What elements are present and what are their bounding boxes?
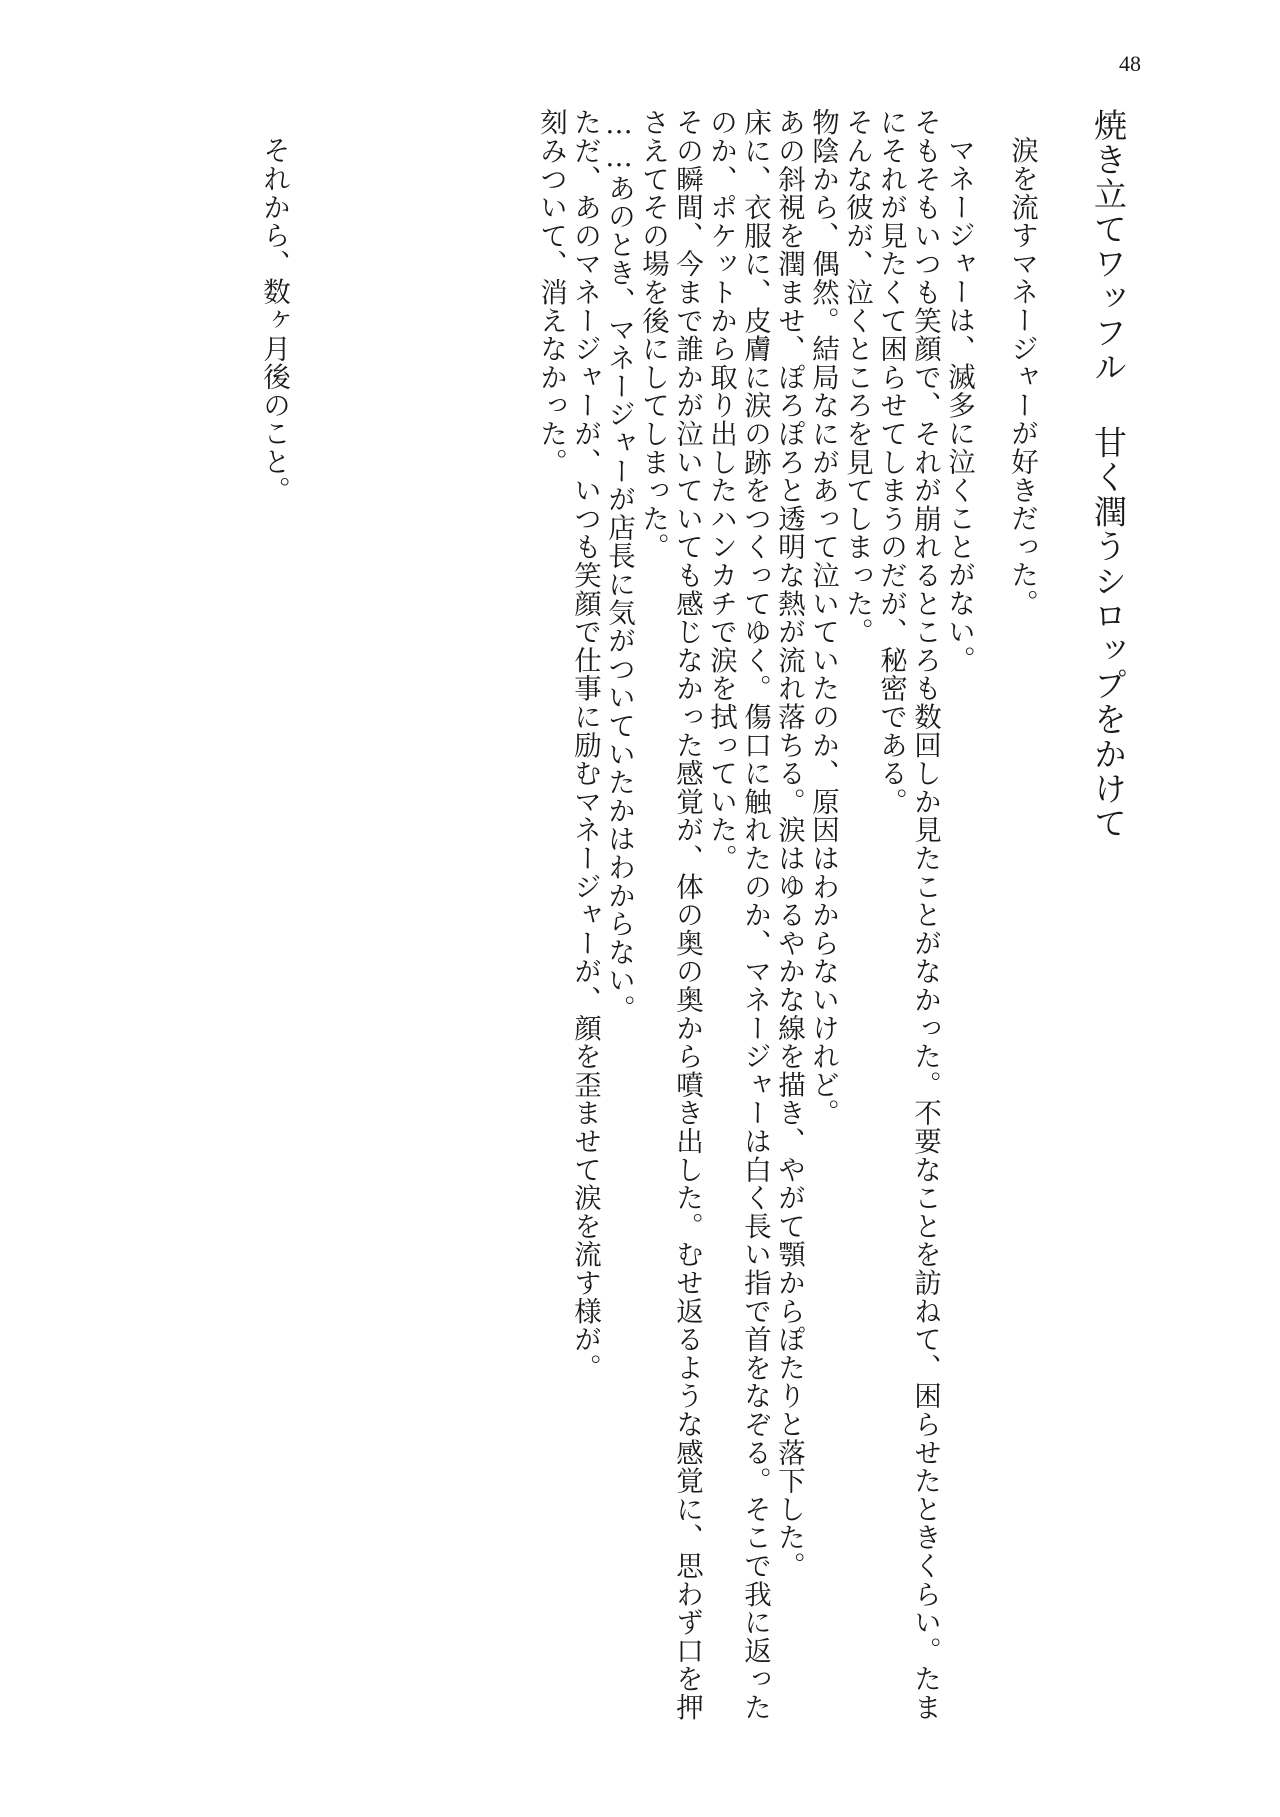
text-line: にそれが見たくて困らせてしまうのだが、秘密である。 <box>875 108 907 816</box>
chapter-title: 焼き立てワッフル 甘く潤うシロップをかけて <box>1089 108 1128 841</box>
text-line: ……あのとき、マネージャーが店長に気がついていたかはわからない。 <box>603 108 635 1023</box>
text-line: 床に、衣服に、皮膚に涙の跡をつくってゆく。傷口に触れたのか、マネージャーは白く長い指で首をなぞる。そこで我に返った <box>739 108 771 1722</box>
text-line: マネージャーは、滅多に泣くことがない。 <box>943 136 975 674</box>
text-line: のか、ポケットから取り出したハンカチで涙を拭っていた。 <box>705 108 737 873</box>
text-line: そんな彼が、泣くところを見てしまった。 <box>841 108 873 646</box>
text-line: それから、数ヶ月後のこと。 <box>258 136 290 504</box>
text-line: 刻みついて、消えなかった。 <box>535 108 567 476</box>
text-line: さえてその場を後にしてしまった。 <box>637 108 669 561</box>
text-line: あの斜視を潤ませ、ぽろぽろと透明な熱が流れ落ちる。涙はゆるやかな線を描き、やがて顎からぽたりと落下した。 <box>773 108 805 1580</box>
text-line: 物陰から、偶然。結局なにがあって泣いていたのか、原因はわからないけれど。 <box>807 108 839 1127</box>
text-line: ただ、あのマネージャーが、いつも笑顔で仕事に励むマネージャーが、顔を歪ませて涙を流す様が。 <box>569 108 601 1382</box>
text-line: その瞬間、今まで誰かが泣いていても感じなかった感覚が、体の奥の奥から噴き出した。むせ返るような感覚に、思わず口を押 <box>671 108 703 1722</box>
page-number: 48 <box>1119 51 1141 76</box>
chapter-subtitle: 涙を流すマネージャーが好きだった。 <box>1006 136 1038 618</box>
text-line: そもそもいつも笑顔で、それが崩れるところも数回しか見たことがなかった。不要なことを訪ねて、困らせたときくらい。たま <box>909 108 941 1722</box>
